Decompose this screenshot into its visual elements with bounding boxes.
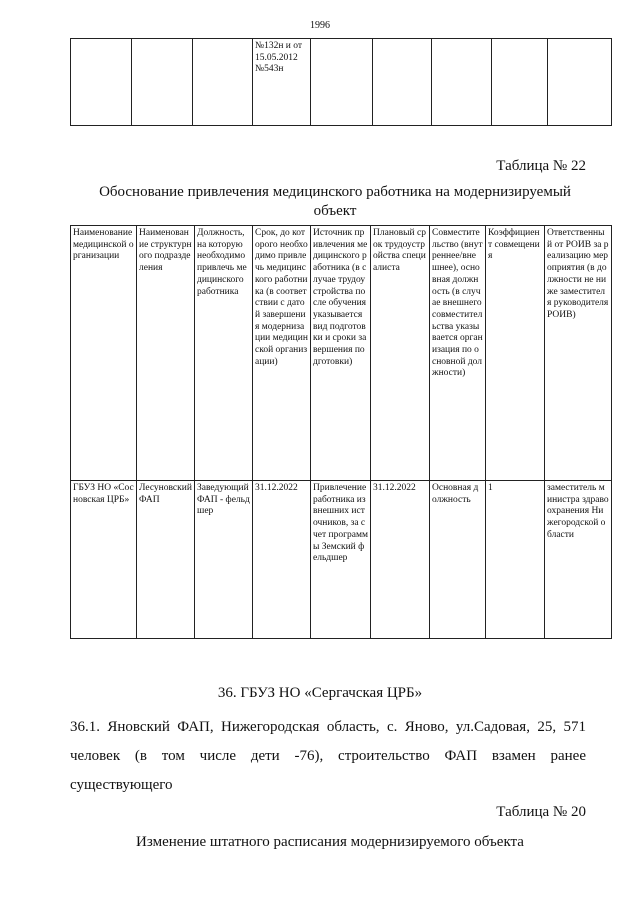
table-cell: 31.12.2022 bbox=[253, 481, 311, 639]
table-cell bbox=[193, 39, 253, 126]
table-cell: 31.12.2022 bbox=[371, 481, 430, 639]
column-header: Коэффициент совмещения bbox=[486, 226, 545, 481]
page-number: 1996 bbox=[310, 20, 330, 31]
table-cell: заместитель министра здравоохранения Нижегородской области bbox=[545, 481, 612, 639]
table-cell bbox=[132, 39, 193, 126]
table-cell bbox=[548, 39, 612, 126]
staff-justification-table bbox=[70, 225, 612, 639]
column-header: Срок, до которого необходимо привлечь медицинского работника (в соответствии с датой завершения модернизации медицинской организации) bbox=[253, 226, 311, 481]
column-header: Наименование медицинской организации bbox=[71, 226, 137, 481]
table-22-caption: Обоснование привлечения медицинского работника на модернизируемый объект bbox=[99, 184, 571, 219]
table-20-number: Таблица № 20 bbox=[496, 804, 586, 820]
column-header: Ответственный от РОИВ за реализацию мероприятия (в должности не ниже заместителя руководителя РОИВ) bbox=[545, 226, 612, 481]
table-22-number: Таблица № 22 bbox=[496, 158, 586, 174]
column-header: Совместительство (внутреннее/внешнее), основная должность (в случае внешнего совместительства указывается организация по основной должности) bbox=[430, 226, 486, 481]
table-cell: №132н и от 15.05.2012 №543н bbox=[253, 39, 311, 126]
column-header: Должность, на которую необходимо привлечь медицинского работника bbox=[195, 226, 253, 481]
column-header: Источник привлечения медицинского работника (в случае трудоустройства после обучения указывается вид подготовки и сроки завершения подготовки) bbox=[311, 226, 371, 481]
table-cell: Основная должность bbox=[430, 481, 486, 639]
table-cell bbox=[492, 39, 548, 126]
continued-table bbox=[70, 38, 612, 126]
table-cell bbox=[373, 39, 432, 126]
table-cell bbox=[311, 39, 373, 126]
table-cell: 1 bbox=[486, 481, 545, 639]
table-cell: Заведующий ФАП - фельдшер bbox=[195, 481, 253, 639]
table-cell: Лесуновский ФАП bbox=[137, 481, 195, 639]
column-header: Плановый срок трудоустройства специалиста bbox=[371, 226, 430, 481]
table-header-row bbox=[71, 226, 612, 481]
table-row bbox=[71, 39, 612, 126]
table-cell: Привлечение работника из внешних источников, за счет программы Земский фельдшер bbox=[311, 481, 371, 639]
table-cell bbox=[71, 39, 132, 126]
section-paragraph: 36.1. Яновский ФАП, Нижегородская область, с. Яново, ул.Садовая, 25, 571 человек (в том числе дети -76), строительство ФАП взамен ранее существующего bbox=[70, 719, 586, 793]
table-cell: ГБУЗ НО «Сосновская ЦРБ» bbox=[71, 481, 137, 639]
table-20-caption: Изменение штатного расписания модернизируемого объекта bbox=[136, 834, 524, 850]
table-row bbox=[71, 481, 612, 639]
table-cell bbox=[432, 39, 492, 126]
section-heading: 36. ГБУЗ НО «Сергачская ЦРБ» bbox=[217, 685, 423, 701]
column-header: Наименование структурного подразделения bbox=[137, 226, 195, 481]
